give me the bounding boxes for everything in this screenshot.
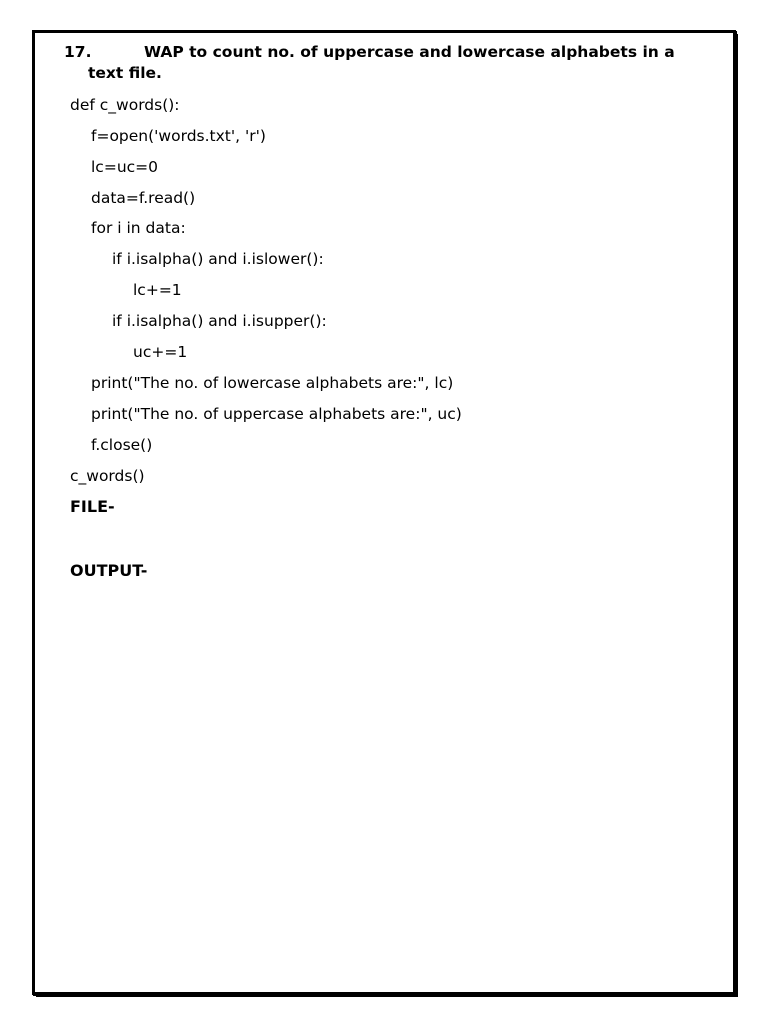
file-heading: FILE- — [70, 497, 115, 516]
code-line-open: f=open('words.txt', 'r') — [91, 127, 266, 145]
output-heading: OUTPUT- — [70, 561, 148, 580]
question-line-1 — [64, 42, 724, 63]
code-line-lc-inc: lc+=1 — [133, 281, 182, 299]
question-number: 17. — [64, 43, 92, 61]
code-line-print-upper: print("The no. of uppercase alphabets are:", uc) — [91, 405, 462, 423]
code-line-uc-inc: uc+=1 — [133, 343, 188, 361]
question-heading — [64, 42, 724, 84]
code-line-call: c_words() — [70, 467, 145, 485]
code-line-print-lower: print("The no. of lowercase alphabets are:", lc) — [91, 374, 454, 392]
question-text-continued: text file. — [88, 64, 162, 82]
code-line-for: for i in data: — [91, 219, 186, 237]
question-text: WAP to count no. of uppercase and lowercase alphabets in a — [144, 43, 675, 61]
code-line-if-lower: if i.isalpha() and i.islower(): — [112, 250, 324, 268]
code-line-def: def c_words(): — [70, 96, 180, 114]
code-line-init: lc=uc=0 — [91, 158, 159, 176]
code-line-close: f.close() — [91, 436, 153, 454]
code-line-if-upper: if i.isalpha() and i.isupper(): — [112, 312, 327, 330]
code-line-read: data=f.read() — [91, 189, 196, 207]
